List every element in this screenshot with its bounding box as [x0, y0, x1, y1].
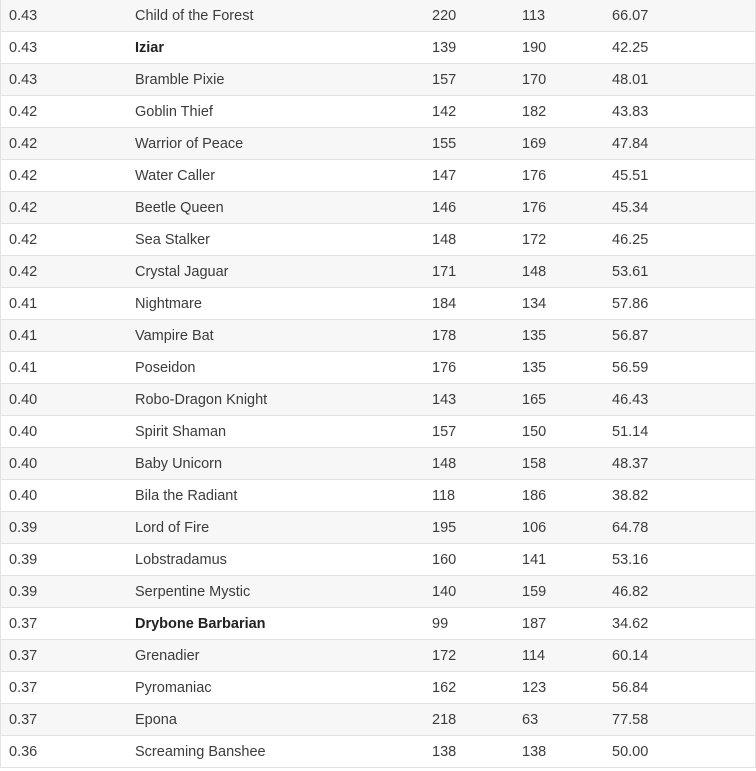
score-cell: 0.39	[9, 519, 38, 536]
count-b-cell: 148	[522, 263, 547, 280]
name-cell: Poseidon	[135, 359, 196, 376]
percent-cell: 53.61	[612, 263, 649, 280]
table-row	[1, 224, 755, 256]
count-b-cell: 150	[522, 423, 547, 440]
count-a-cell: 176	[432, 359, 457, 376]
count-a-cell: 146	[432, 199, 457, 216]
name-cell: Pyromaniac	[135, 679, 212, 696]
score-cell: 0.43	[9, 71, 38, 88]
count-a-cell: 155	[432, 135, 457, 152]
count-b-cell: 63	[522, 711, 539, 728]
table-row	[1, 640, 755, 672]
table-row	[1, 192, 755, 224]
count-b-cell: 172	[522, 231, 547, 248]
table-row	[1, 512, 755, 544]
count-a-cell: 171	[432, 263, 457, 280]
name-cell: Water Caller	[135, 167, 216, 184]
name-cell: Crystal Jaguar	[135, 263, 229, 280]
count-b-cell: 106	[522, 519, 547, 536]
score-cell: 0.42	[9, 167, 38, 184]
percent-cell: 47.84	[612, 135, 649, 152]
count-a-cell: 157	[432, 71, 457, 88]
count-b-cell: 165	[522, 391, 547, 408]
table-row	[1, 288, 755, 320]
name-cell: Spirit Shaman	[135, 423, 227, 440]
table-row	[1, 608, 755, 640]
name-cell: Baby Unicorn	[135, 455, 223, 472]
score-cell: 0.41	[9, 327, 38, 344]
percent-cell: 46.82	[612, 583, 649, 600]
percent-cell: 64.78	[612, 519, 649, 536]
count-a-cell: 157	[432, 423, 457, 440]
percent-cell: 53.16	[612, 551, 649, 568]
count-b-cell: 134	[522, 295, 547, 312]
count-b-cell: 176	[522, 199, 547, 216]
table-row	[1, 96, 755, 128]
count-b-cell: 169	[522, 135, 547, 152]
score-cell: 0.37	[9, 647, 38, 664]
name-cell: Screaming Banshee	[135, 743, 266, 760]
table-row	[1, 256, 755, 288]
table-row	[1, 672, 755, 704]
table-row	[1, 384, 755, 416]
name-cell: Drybone Barbarian	[135, 615, 266, 632]
percent-cell: 56.59	[612, 359, 649, 376]
name-cell: Epona	[135, 711, 177, 728]
table-row	[1, 736, 755, 768]
table-row	[1, 0, 755, 32]
count-a-cell: 172	[432, 647, 457, 664]
count-a-cell: 184	[432, 295, 457, 312]
table-row	[1, 544, 755, 576]
score-cell: 0.43	[9, 39, 38, 56]
score-cell: 0.37	[9, 711, 38, 728]
name-cell: Vampire Bat	[135, 327, 214, 344]
count-a-cell: 160	[432, 551, 457, 568]
count-a-cell: 162	[432, 679, 457, 696]
name-cell: Sea Stalker	[135, 231, 210, 248]
table-row	[1, 64, 755, 96]
score-cell: 0.42	[9, 231, 38, 248]
percent-cell: 38.82	[612, 487, 649, 504]
count-a-cell: 218	[432, 711, 457, 728]
name-cell: Lord of Fire	[135, 519, 210, 536]
count-a-cell: 148	[432, 455, 457, 472]
count-a-cell: 195	[432, 519, 457, 536]
count-b-cell: 187	[522, 615, 547, 632]
name-cell: Serpentine Mystic	[135, 583, 251, 600]
percent-cell: 57.86	[612, 295, 649, 312]
score-cell: 0.40	[9, 455, 38, 472]
score-cell: 0.42	[9, 199, 38, 216]
table-row	[1, 32, 755, 64]
count-b-cell: 170	[522, 71, 547, 88]
score-cell: 0.42	[9, 103, 38, 120]
percent-cell: 51.14	[612, 423, 649, 440]
name-cell: Lobstradamus	[135, 551, 227, 568]
count-a-cell: 118	[432, 487, 456, 504]
score-cell: 0.39	[9, 551, 38, 568]
name-cell: Robo-Dragon Knight	[135, 391, 268, 408]
score-cell: 0.37	[9, 615, 38, 632]
count-b-cell: 182	[522, 103, 547, 120]
table-row	[1, 128, 755, 160]
count-a-cell: 99	[432, 615, 449, 632]
score-cell: 0.42	[9, 263, 38, 280]
score-cell: 0.36	[9, 743, 38, 760]
name-cell: Iziar	[135, 39, 165, 56]
score-cell: 0.43	[9, 7, 38, 24]
percent-cell: 42.25	[612, 39, 649, 56]
score-cell: 0.41	[9, 359, 38, 376]
count-a-cell: 140	[432, 583, 457, 600]
percent-cell: 46.25	[612, 231, 649, 248]
table-row	[1, 320, 755, 352]
percent-cell: 46.43	[612, 391, 649, 408]
table-row	[1, 576, 755, 608]
count-a-cell: 138	[432, 743, 457, 760]
name-cell: Goblin Thief	[135, 103, 213, 120]
percent-cell: 56.84	[612, 679, 649, 696]
count-b-cell: 135	[522, 359, 547, 376]
score-cell: 0.40	[9, 487, 38, 504]
percent-cell: 45.34	[612, 199, 649, 216]
table-row	[1, 160, 755, 192]
name-cell: Grenadier	[135, 647, 200, 664]
table-row	[1, 480, 755, 512]
count-b-cell: 113	[522, 7, 546, 24]
percent-cell: 50.00	[612, 743, 649, 760]
count-a-cell: 143	[432, 391, 457, 408]
score-cell: 0.40	[9, 391, 38, 408]
percent-cell: 66.07	[612, 7, 649, 24]
count-b-cell: 123	[522, 679, 547, 696]
count-b-cell: 141	[522, 551, 547, 568]
score-cell: 0.40	[9, 423, 38, 440]
count-a-cell: 148	[432, 231, 457, 248]
table-row	[1, 704, 755, 736]
percent-cell: 48.01	[612, 71, 649, 88]
name-cell: Child of the Forest	[135, 7, 254, 24]
percent-cell: 48.37	[612, 455, 649, 472]
count-a-cell: 139	[432, 39, 457, 56]
name-cell: Bramble Pixie	[135, 71, 225, 88]
count-b-cell: 186	[522, 487, 547, 504]
count-b-cell: 135	[522, 327, 547, 344]
count-b-cell: 190	[522, 39, 547, 56]
count-b-cell: 159	[522, 583, 547, 600]
table-row	[1, 448, 755, 480]
percent-cell: 60.14	[612, 647, 649, 664]
score-cell: 0.42	[9, 135, 38, 152]
name-cell: Beetle Queen	[135, 199, 224, 216]
percent-cell: 34.62	[612, 615, 649, 632]
percent-cell: 45.51	[612, 167, 649, 184]
count-a-cell: 142	[432, 103, 457, 120]
percent-cell: 56.87	[612, 327, 649, 344]
score-cell: 0.39	[9, 583, 38, 600]
name-cell: Bila the Radiant	[135, 487, 238, 504]
name-cell: Nightmare	[135, 295, 202, 312]
percent-cell: 77.58	[612, 711, 649, 728]
table-row	[1, 416, 755, 448]
table-row	[1, 352, 755, 384]
count-b-cell: 138	[522, 743, 547, 760]
count-b-cell: 114	[522, 647, 546, 664]
name-cell: Warrior of Peace	[135, 135, 244, 152]
count-a-cell: 178	[432, 327, 457, 344]
count-a-cell: 147	[432, 167, 457, 184]
count-a-cell: 220	[432, 7, 457, 24]
count-b-cell: 158	[522, 455, 547, 472]
count-b-cell: 176	[522, 167, 547, 184]
percent-cell: 43.83	[612, 103, 649, 120]
score-cell: 0.37	[9, 679, 38, 696]
score-cell: 0.41	[9, 295, 38, 312]
